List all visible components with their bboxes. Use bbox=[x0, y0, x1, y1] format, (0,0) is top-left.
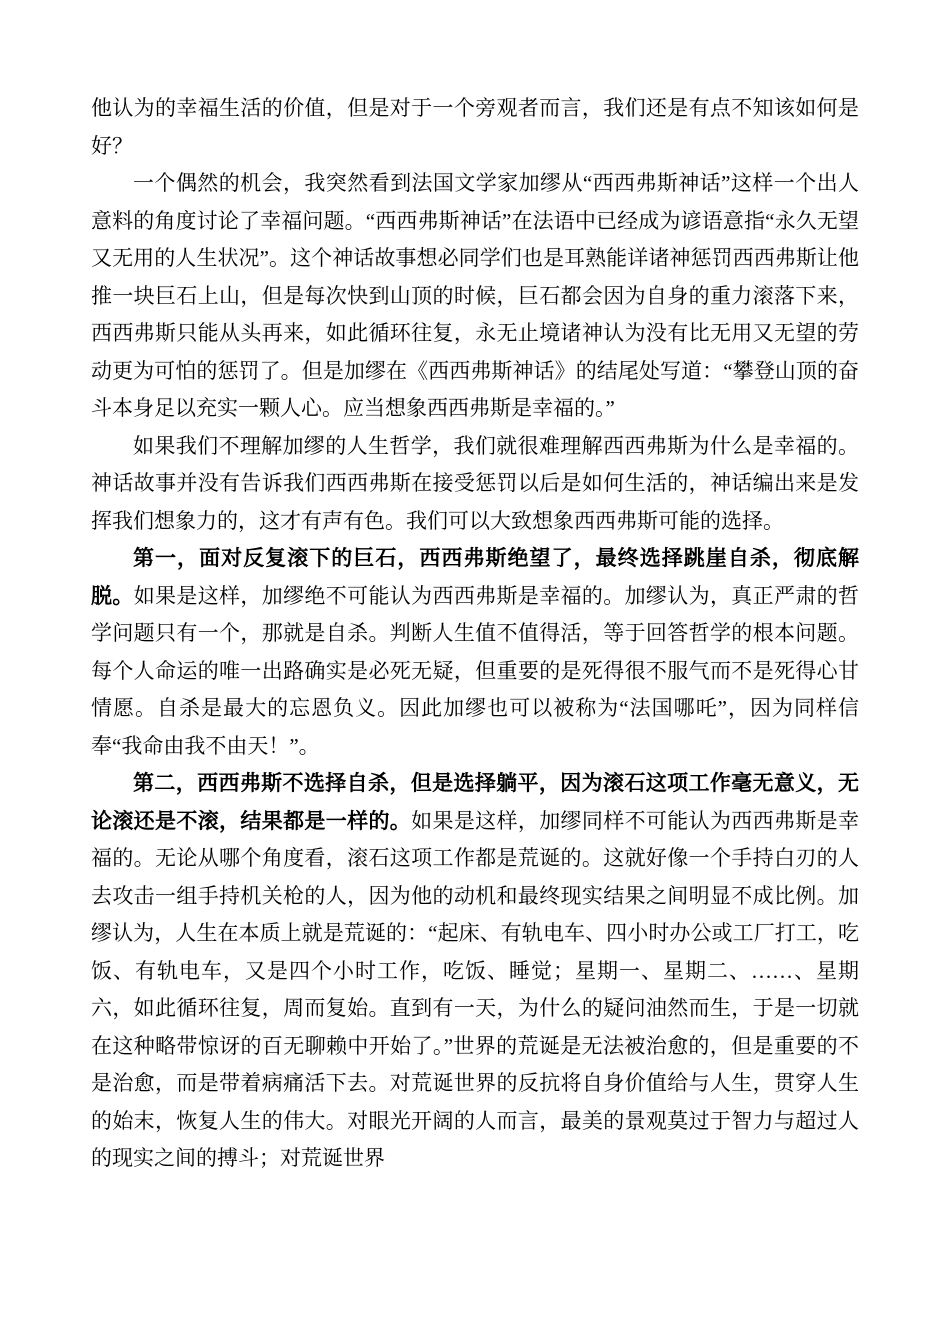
paragraph bbox=[91, 165, 859, 428]
text-segment: 如果是这样，加缪绝不可能认为西西弗斯是幸福的。加缪认为，真正严肃的哲学问题只有一个，那就是自杀。判断人生值不值得活，等于回答哲学的根本问题。每个人命运的唯一出路确实是必死无疑，但重要的是死得很不服气而不是死得心甘情愿。自杀是最大的忘恩负义。因此加缪也可以被称为“法国哪吒”，因为同样信奉“我命由我不由天！”。 bbox=[91, 583, 859, 758]
text-segment: 如果我们不理解加缪的人生哲学，我们就很难理解西西弗斯为什么是幸福的。神话故事并没有告诉我们西西弗斯在接受惩罚以后是如何生活的，神话编出来是发挥我们想象力的，这才有声有色。我们可以大致想象西西弗斯可能的选择。 bbox=[91, 433, 859, 533]
text-segment: 一个偶然的机会，我突然看到法国文学家加缪从“西西弗斯神话”这样一个出人意料的角度讨论了幸福问题。“西西弗斯神话”在法语中已经成为谚语意指“永久无望又无用的人生状况”。这个神话故事想必同学们也是耳熟能详诸神惩罚西西弗斯让他推一块巨石上山，但是每次快到山顶的时候，巨石都会因为自身的重力滚落下来，西西弗斯只能从头再来，如此循环往复，永无止境诸神认为没有比无用又无望的劳动更为可怕的惩罚了。但是加缪在《西西弗斯神话》的结尾处写道：“攀登山顶的奋斗本身足以充实一颗人心。应当想象西西弗斯是幸福的。” bbox=[91, 171, 859, 420]
paragraph bbox=[91, 90, 859, 165]
paragraph bbox=[91, 428, 859, 541]
paragraph bbox=[91, 765, 859, 1178]
bold-text-segment: 第一，面对反复滚下的巨石，西西弗斯绝望了，最终选择跳崖自杀，彻底解脱。 bbox=[91, 546, 859, 608]
text-segment: 如果是这样，加缪同样不可能认为西西弗斯是幸福的。无论从哪个角度看，滚石这项工作都是荒诞的。这就好像一个手持白刃的人去攻击一组手持机关枪的人，因为他的动机和最终现实结果之间明显不成比例。加缪认为，人生在本质上就是荒诞的：“起床、有轨电车、四小时办公或工厂打工，吃饭、有轨电车，又是四个小时工作，吃饭、睡觉；星期一、星期二、……、星期六，如此循环往复，周而复始。直到有一天，为什么的疑问油然而生，于是一切就在这种略带惊讶的百无聊赖中开始了。”世界的荒诞是无法被治愈的，但是重要的不是治愈，而是带着病痛活下去。对荒诞世界的反抗将自身价值给与人生，贯穿人生的始末，恢复人生的伟大。对眼光开阔的人而言，最美的景观莫过于智力与超过人的现实之间的搏斗；对荒诞世界 bbox=[91, 808, 860, 1170]
document-body bbox=[91, 90, 859, 1178]
text-segment: 他认为的幸福生活的价值，但是对于一个旁观者而言，我们还是有点不知该如何是好？ bbox=[91, 96, 859, 158]
bold-text-segment: 第二，西西弗斯不选择自杀，但是选择躺平，因为滚石这项工作毫无意义，无论滚还是不滚，结果都是一样的。 bbox=[91, 771, 859, 833]
paragraph bbox=[91, 540, 859, 765]
